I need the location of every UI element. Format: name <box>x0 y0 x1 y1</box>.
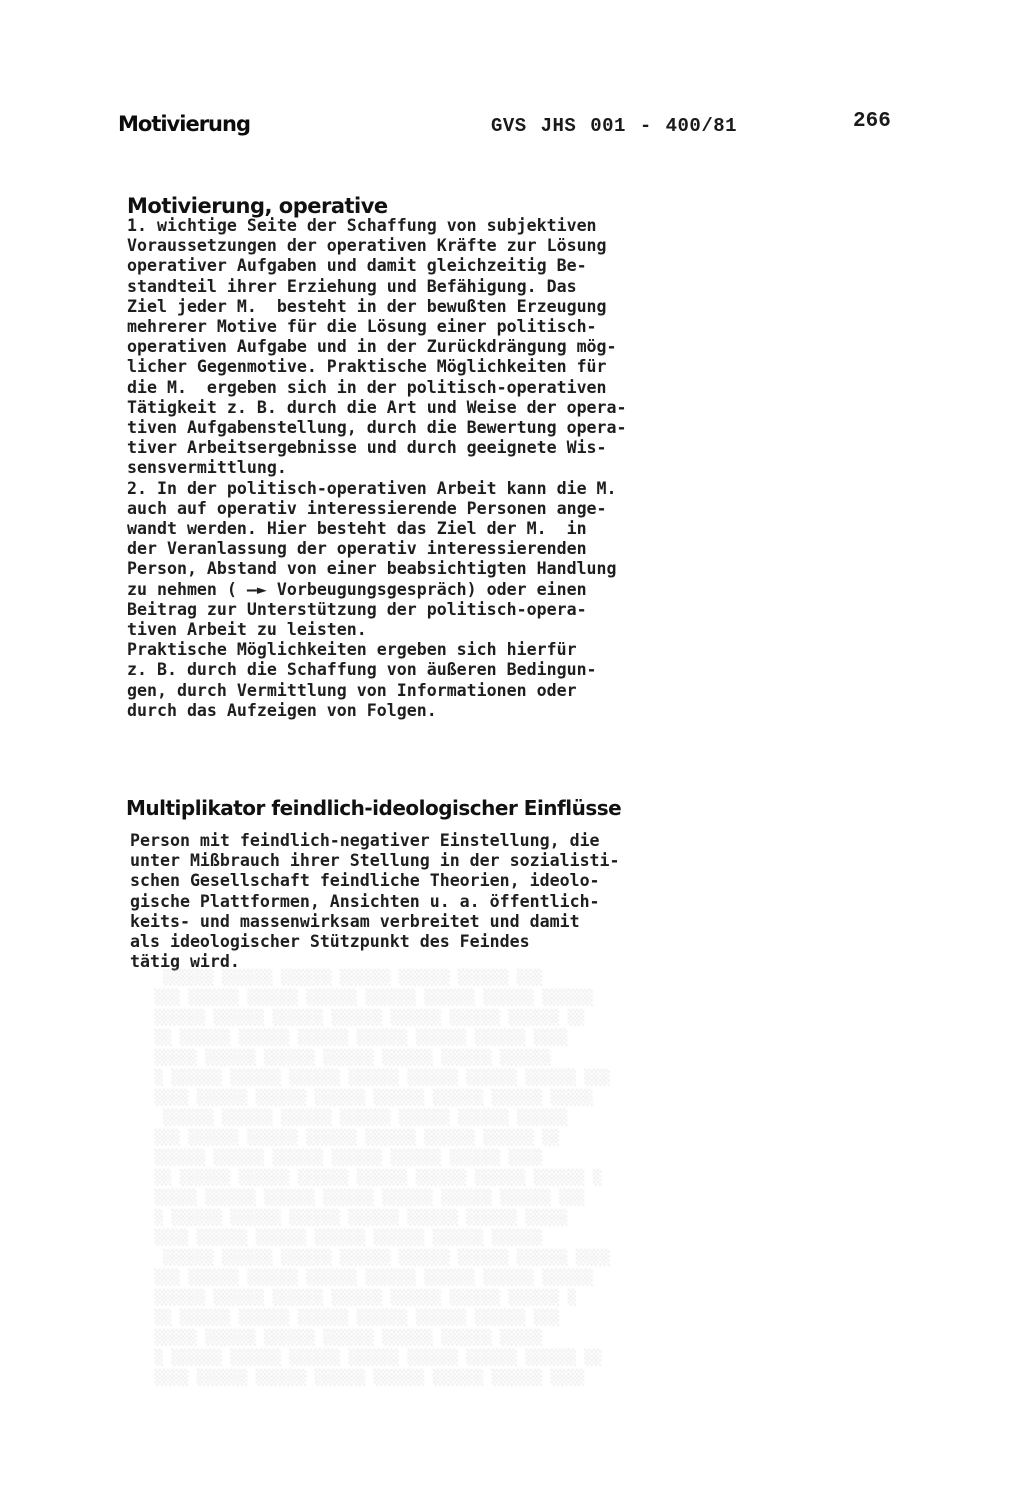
text-line: tiver Arbeitsergebnisse und durch geeignete Wis- <box>127 438 607 458</box>
text-line: operativen Aufgabe und in der Zurückdrängung mög- <box>127 337 617 357</box>
text-line: Beitrag zur Unterstützung der politisch-opera- <box>127 599 587 619</box>
text-line: Person, Abstand von einer beabsichtigten Handlung <box>127 559 617 579</box>
text-line: zu nehmen ( —► Vorbeugungsgespräch) oder einen <box>127 579 587 599</box>
text-line: 2. In der politisch-operativen Arbeit kann die M. <box>127 478 617 498</box>
text-line: der Veranlassung der operativ interessierenden <box>127 539 587 559</box>
text-line: standteil ihrer Erziehung und Befähigung. Das <box>127 276 577 296</box>
text-line: Person mit feindlich-negativer Einstellung, die <box>130 831 600 850</box>
text-line: Voraussetzungen der operativen Kräfte zur Lösung <box>127 236 607 256</box>
text-line: licher Gegenmotive. Praktische Möglichkeiten für <box>127 357 607 377</box>
text-line: z. B. durch die Schaffung von äußeren Bedingun- <box>127 660 597 680</box>
text-line: durch das Aufzeigen von Folgen. <box>127 700 437 720</box>
text-line: keits- und massenwirksam verbreitet und damit <box>130 911 580 931</box>
text-line: gen, durch Vermittlung von Informationen oder <box>127 680 577 700</box>
entry-title-motivierung: Motivierung, operative <box>127 194 388 218</box>
text-line: gische Plattformen, Ansichten u. a. öffentlich- <box>130 891 600 911</box>
text-line: tätig wird. <box>130 952 240 972</box>
entry-body-motivierung <box>127 216 627 721</box>
text-line: operativer Aufgaben und damit gleichzeitig Be- <box>127 256 587 276</box>
text-line: mehrerer Motive für die Lösung einer politisch- <box>127 317 597 337</box>
text-line: wandt werden. Hier besteht das Ziel der M. in <box>127 519 587 539</box>
entry-body-multiplikator <box>130 831 620 972</box>
text-line: die M. ergeben sich in der politisch-operativen <box>127 377 607 397</box>
text-line: auch auf operativ interessierende Personen ange- <box>127 498 607 518</box>
text-line: tiven Aufgabenstellung, durch die Bewertung opera- <box>127 418 627 438</box>
page-number: 266 <box>853 110 891 133</box>
document-reference: GVS JHS 001 - 400/81 <box>491 115 738 137</box>
text-line: 1. wichtige Seite der Schaffung von subjektiven <box>127 216 597 235</box>
text-line: als ideologischer Stützpunkt des Feindes <box>130 932 530 952</box>
text-line: Ziel jeder M. besteht in der bewußten Erzeugung <box>127 296 607 316</box>
entry-title-multiplikator: Multiplikator feindlich-ideologischer Einflüsse <box>126 796 622 820</box>
text-line: Praktische Möglichkeiten ergeben sich hierfür <box>127 640 577 660</box>
text-line: unter Mißbrauch ihrer Stellung in der sozialisti- <box>130 851 620 871</box>
reverse-side-bleed-through: ░░░░░░ ░░░░░░ ░░░░░░ ░░░░░░ ░░░░░░ ░░░░░░ ░░░ ░░░ ░░░░░░ ░░░░░░ ░░░░░░ ░░░░░░ ░░░░░░ ░░░░░░ ░░░░░░ ░░░░░░ ░░░░░░ ░░░░░░ ░░░░░░ ░░░░░░ ░░░░░░ ░░░░░░ ░░ ░░ ░░░░░░ ░░░░░░ ░░░░░░ ░░░░░░ ░░░░░░ ░░░░░░ ░░░░ ░░░░░ ░░░░░░ ░░░░░░ ░░░░░░ ░░░░░░ ░░░░░░ ░░░░░░ ░ ░░░░░░ ░░░░░░ ░░░░░░ ░░░░░░ ░░░░░░ ░░░░░░ ░░░░░░ ░░░ ░░░░ ░░░░░░ ░░░░░░ ░░░░░░ ░░░░░░ ░░░░░░ ░░░░░░ ░░░░░ ░░░░░░ ░░░░░░ ░░░░░░ ░░░░░░ ░░░░░░ ░░░░░░ ░░░░░░ ░░░ ░░░░░░ ░░░░░░ ░░░░░░ ░░░░░░ ░░░░░░ ░░░░░░ ░░ ░░░░░░ ░░░░░░ ░░░░░░ ░░░░░░ ░░░░░░ ░░░░░░ ░░░░ ░░ ░░░░░░ ░░░░░░ ░░░░░░ ░░░░░░ ░░░░░░ ░░░░░░ ░░░░░░ ░ ░░░░░ ░░░░░░ ░░░░░░ ░░░░░░ ░░░░░░ ░░░░░░ ░░░░░░ ░░░ ░ ░░░░░░ ░░░░░░ ░░░░░░ ░░░░░░ ░░░░░░ ░░░░░░ ░░░░░ ░░░░ ░░░░░░ ░░░░░░ ░░░░░░ ░░░░░░ ░░░░░░ ░░░░░░ ░░░░░░ ░░░░░░ ░░░░░░ ░░░░░░ ░░░░░░ ░░░░░░ ░░░░░░ ░░░░ ░░░ ░░░░░░ ░░░░░░ ░░░░░░ ░░░░░░ ░░░░░░ ░░░░░░ ░░░░░░ ░░░░░░ ░░░░░░ ░░░░░░ ░░░░░░ ░░░░░░ ░░░░░░ ░░░░░░ ░ ░░ ░░░░░░ ░░░░░░ ░░░░░░ ░░░░░░ ░░░░░░ ░░░░░░ ░░░ ░░░░░ ░░░░░░ ░░░░░░ ░░░░░░ ░░░░░░ ░░░░░░ ░░░░░ ░ ░░░░░░ ░░░░░░ ░░░░░░ ░░░░░░ ░░░░░░ ░░░░░░ ░░░░░░ ░░ ░░░░ ░░░░░░ ░░░░░░ ░░░░░░ ░░░░░░ ░░░░░░ ░░░░░░ ░░░░ <box>155 970 611 1386</box>
running-head: Motivierung <box>118 112 250 136</box>
text-line: tiven Arbeit zu leisten. <box>127 620 367 640</box>
text-line: schen Gesellschaft feindliche Theorien, ideolo- <box>130 871 600 891</box>
text-line: Tätigkeit z. B. durch die Art und Weise der opera- <box>127 397 627 417</box>
text-line: sensvermittlung. <box>127 458 287 478</box>
